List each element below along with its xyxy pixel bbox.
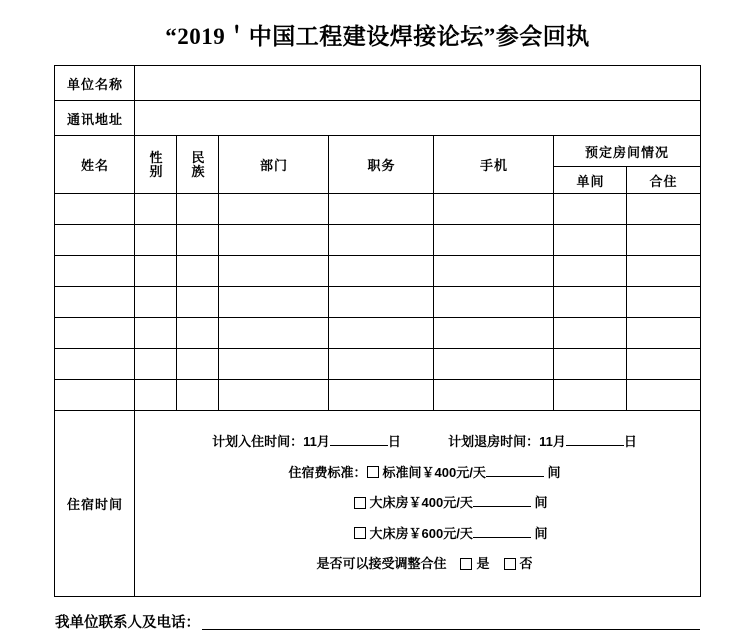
cell-gender[interactable]: [135, 225, 177, 256]
fee-option-3-unit: 间: [534, 525, 548, 541]
cell-shared-room[interactable]: [627, 225, 700, 256]
cell-shared-room[interactable]: [627, 194, 700, 225]
cell-single-room[interactable]: [554, 225, 627, 256]
share-adjust-question: 是否可以接受调整合住: [316, 556, 447, 572]
header-ethnicity: 民 族: [177, 136, 219, 194]
cell-name[interactable]: [55, 380, 135, 411]
share-adjust-no-label: 否: [519, 556, 533, 572]
table-header-row: [55, 136, 700, 167]
cell-ethnicity[interactable]: [177, 194, 219, 225]
fee-option-1-count[interactable]: [486, 476, 544, 477]
unit-name-label: 单位名称: [55, 66, 135, 101]
fee-option-2-count[interactable]: [473, 506, 531, 507]
header-position: 职务: [329, 136, 434, 194]
contact-input[interactable]: [202, 614, 700, 630]
cell-ethnicity[interactable]: [177, 287, 219, 318]
cell-single-room[interactable]: [554, 349, 627, 380]
cell-mobile[interactable]: [434, 287, 554, 318]
header-shared-room: 合住: [627, 167, 700, 194]
address-value[interactable]: [135, 101, 700, 136]
cell-single-room[interactable]: [554, 194, 627, 225]
checkin-suffix: 日: [387, 434, 401, 449]
cell-position[interactable]: [329, 380, 434, 411]
cell-department[interactable]: [219, 225, 329, 256]
cell-single-room[interactable]: [554, 380, 627, 411]
fee-option-3-count[interactable]: [473, 537, 531, 538]
table-row: [55, 380, 700, 411]
cell-department[interactable]: [219, 349, 329, 380]
fee-option-line-2: [149, 488, 699, 519]
checkin-prefix: 计划入住时间：11月: [212, 434, 330, 449]
cell-shared-room[interactable]: [627, 380, 700, 411]
stay-details: [135, 411, 700, 597]
checkout-prefix: 计划退房时间：11月: [448, 434, 566, 449]
fee-option-line-1: [149, 458, 699, 489]
header-gender: 性 别: [135, 136, 177, 194]
cell-single-room[interactable]: [554, 256, 627, 287]
header-single-room: 单间: [554, 167, 627, 194]
cell-name[interactable]: [55, 349, 135, 380]
cell-ethnicity[interactable]: [177, 349, 219, 380]
checkout-input[interactable]: [566, 445, 624, 446]
table-row: [55, 256, 700, 287]
cell-ethnicity[interactable]: [177, 256, 219, 287]
address-label: 通讯地址: [55, 101, 135, 136]
fee-option-2-unit: 间: [534, 495, 548, 511]
cell-position[interactable]: [329, 287, 434, 318]
cell-ethnicity[interactable]: [177, 225, 219, 256]
checkbox-big-bed-400[interactable]: [354, 497, 366, 509]
cell-department[interactable]: [219, 380, 329, 411]
cell-shared-room[interactable]: [627, 256, 700, 287]
cell-position[interactable]: [329, 318, 434, 349]
cell-name[interactable]: [55, 287, 135, 318]
cell-gender[interactable]: [135, 318, 177, 349]
cell-position[interactable]: [329, 194, 434, 225]
unit-name-row: [55, 66, 700, 101]
table-row: [55, 318, 700, 349]
cell-name[interactable]: [55, 225, 135, 256]
header-room-group: 预定房间情况: [554, 136, 700, 167]
header-name: 姓名: [55, 136, 135, 194]
share-adjust-line: [149, 549, 699, 580]
cell-mobile[interactable]: [434, 349, 554, 380]
cell-position[interactable]: [329, 256, 434, 287]
cell-position[interactable]: [329, 349, 434, 380]
fee-option-line-3: [149, 519, 699, 550]
fee-label: 住宿费标准：: [288, 464, 367, 480]
checkin-input[interactable]: [330, 445, 388, 446]
cell-shared-room[interactable]: [627, 318, 700, 349]
header-mobile: 手机: [434, 136, 554, 194]
checkbox-big-bed-600[interactable]: [354, 527, 366, 539]
fee-option-2-text: 大床房￥400元/天: [369, 495, 473, 511]
cell-mobile[interactable]: [434, 225, 554, 256]
checkbox-adjust-no[interactable]: [504, 558, 516, 570]
contact-label: 我单位联系人及电话：: [55, 614, 200, 631]
registration-receipt-table: [54, 65, 700, 597]
contact-footer: [55, 611, 700, 632]
cell-single-room[interactable]: [554, 318, 627, 349]
page-title: “2019＇中国工程建设焊接论坛”参会回执: [165, 24, 590, 49]
cell-ethnicity[interactable]: [177, 380, 219, 411]
cell-name[interactable]: [55, 256, 135, 287]
address-row: [55, 101, 700, 136]
cell-mobile[interactable]: [434, 194, 554, 225]
cell-ethnicity[interactable]: [177, 318, 219, 349]
cell-gender[interactable]: [135, 287, 177, 318]
table-row: [55, 194, 700, 225]
fee-option-1-text: 标准间￥400元/天: [382, 464, 486, 480]
cell-mobile[interactable]: [434, 380, 554, 411]
stay-row: [55, 411, 700, 597]
share-adjust-yes-label: 是: [476, 556, 490, 572]
cell-name[interactable]: [55, 318, 135, 349]
cell-name[interactable]: [55, 194, 135, 225]
header-department: 部门: [219, 136, 329, 194]
cell-gender[interactable]: [135, 349, 177, 380]
checkout-suffix: 日: [623, 434, 637, 449]
cell-department[interactable]: [219, 256, 329, 287]
cell-position[interactable]: [329, 225, 434, 256]
cell-gender[interactable]: [135, 256, 177, 287]
cell-department[interactable]: [219, 318, 329, 349]
cell-mobile[interactable]: [434, 318, 554, 349]
cell-department[interactable]: [219, 194, 329, 225]
cell-mobile[interactable]: [434, 256, 554, 287]
checkbox-standard-room[interactable]: [367, 466, 379, 478]
stay-dates-line: [149, 427, 699, 458]
fee-option-1-unit: 间: [547, 464, 561, 480]
table-row: [55, 349, 700, 380]
cell-department[interactable]: [219, 287, 329, 318]
cell-gender[interactable]: [135, 194, 177, 225]
checkbox-adjust-yes[interactable]: [460, 558, 472, 570]
cell-single-room[interactable]: [554, 287, 627, 318]
cell-shared-room[interactable]: [627, 287, 700, 318]
table-row: [55, 287, 700, 318]
stay-label: 住宿时间: [55, 411, 135, 597]
cell-gender[interactable]: [135, 380, 177, 411]
cell-shared-room[interactable]: [627, 349, 700, 380]
unit-name-value[interactable]: [135, 66, 700, 101]
fee-option-3-text: 大床房￥600元/天: [369, 525, 473, 541]
table-row: [55, 225, 700, 256]
